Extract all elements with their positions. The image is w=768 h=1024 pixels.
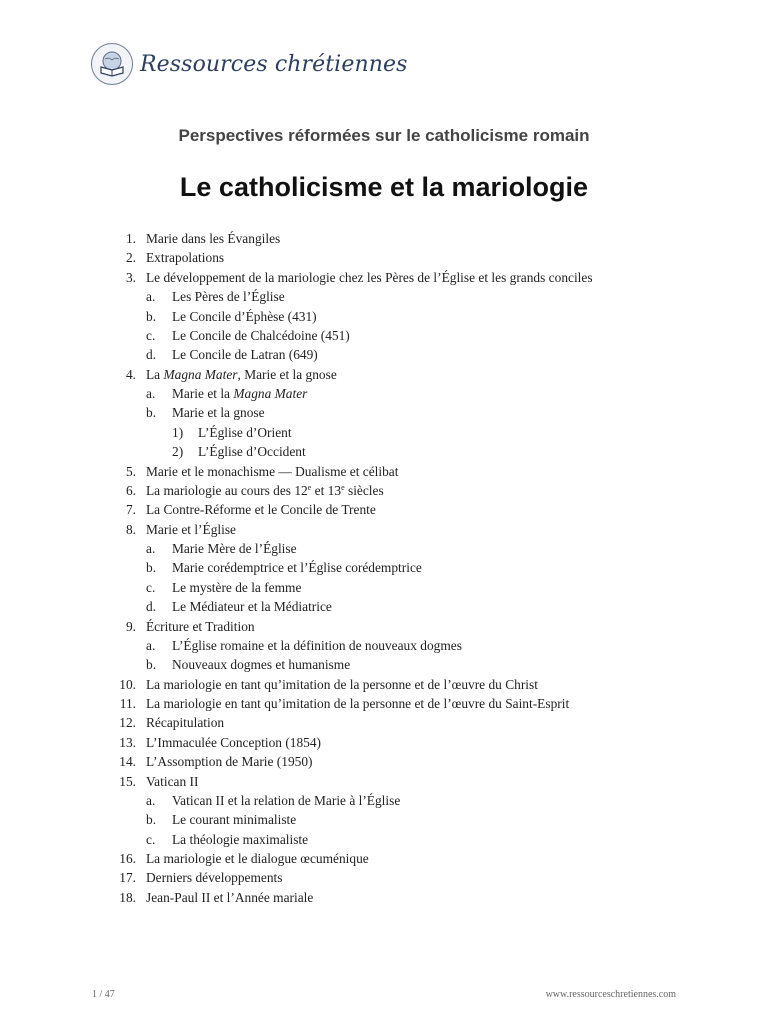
toc-item-number: b. bbox=[146, 405, 157, 421]
toc-item-number: 7. bbox=[125, 502, 136, 518]
site-logo[interactable] bbox=[91, 42, 408, 86]
toc-item bbox=[0, 888, 768, 907]
toc-item bbox=[0, 772, 768, 791]
toc-item-number: b. bbox=[146, 560, 157, 576]
toc-item-text bbox=[172, 384, 307, 403]
toc-item-text: Jean-Paul II et l’Année mariale bbox=[146, 889, 314, 905]
toc-item bbox=[0, 248, 768, 267]
toc-item-text: Extrapolations bbox=[146, 250, 225, 266]
toc-item-number: c. bbox=[146, 831, 156, 847]
toc-item-number: 13. bbox=[119, 734, 136, 750]
toc-item bbox=[0, 287, 768, 306]
toc-item bbox=[0, 403, 768, 422]
toc-item-number: 15. bbox=[119, 773, 136, 789]
toc-item-number: 5. bbox=[125, 463, 136, 479]
toc-item bbox=[0, 307, 768, 326]
toc-item-text: Marie et la gnose bbox=[172, 405, 265, 421]
toc-item bbox=[0, 345, 768, 364]
toc-item-number: 3. bbox=[125, 269, 136, 285]
toc-item-number: 11. bbox=[119, 696, 136, 711]
toc-item-text: L’Église romaine et la définition de nouveaux dogmes bbox=[172, 637, 462, 653]
toc-item-number: 18. bbox=[119, 889, 136, 905]
toc-item-number: 6. bbox=[125, 482, 136, 498]
toc-item-text: L’Assomption de Marie (1950) bbox=[146, 754, 313, 770]
text-run: et 13 bbox=[311, 482, 342, 498]
toc-item bbox=[0, 520, 768, 539]
toc-item-text bbox=[146, 365, 337, 384]
toc-item-number: 17. bbox=[119, 870, 136, 886]
text-run: La mariologie au cours des 12 bbox=[146, 482, 308, 498]
text-run: siècles bbox=[344, 482, 384, 498]
toc-item-number: 12. bbox=[119, 715, 136, 731]
toc-item bbox=[0, 442, 768, 461]
toc-item-text: Marie corédemptrice et l’Église corédemptrice bbox=[172, 560, 422, 576]
toc-item bbox=[0, 384, 768, 403]
toc-item-text: Le courant minimaliste bbox=[172, 812, 297, 828]
toc-item-text bbox=[146, 481, 384, 500]
toc-item-text: L’Immaculée Conception (1854) bbox=[146, 734, 322, 750]
toc-item-text: Récapitulation bbox=[146, 715, 225, 731]
open-book-globe-icon bbox=[91, 43, 133, 85]
toc-item bbox=[0, 578, 768, 597]
toc-item-text: Marie dans les Évangiles bbox=[146, 231, 281, 246]
toc-item bbox=[0, 752, 768, 771]
text-run: La bbox=[146, 366, 164, 382]
toc-item bbox=[0, 830, 768, 849]
toc-item bbox=[0, 713, 768, 732]
footer-url-link[interactable]: www.ressourceschretiennes.com bbox=[545, 989, 676, 1000]
toc-item-number: c. bbox=[146, 579, 156, 595]
text-run: Magna Mater bbox=[163, 366, 238, 382]
toc-item bbox=[0, 326, 768, 345]
toc-item-text: Écriture et Tradition bbox=[146, 618, 255, 634]
toc-item-number: 10. bbox=[119, 676, 136, 692]
toc-item-number: a. bbox=[146, 289, 156, 305]
toc-item-text: Vatican II et la relation de Marie à l’Église bbox=[172, 792, 401, 808]
toc-item bbox=[0, 268, 768, 287]
toc-item bbox=[0, 791, 768, 810]
page-title: Le catholicisme et la mariologie bbox=[179, 172, 589, 202]
toc-item bbox=[0, 462, 768, 481]
toc-item bbox=[0, 849, 768, 868]
text-run: Marie et la bbox=[172, 386, 234, 401]
toc-item-number: 1. bbox=[125, 231, 136, 246]
toc-item-number: 1) bbox=[172, 424, 184, 440]
toc-item bbox=[0, 481, 768, 500]
toc-item-text: L’Église d’Orient bbox=[198, 424, 292, 440]
toc-item-text: Marie et le monachisme — Dualisme et célibat bbox=[146, 463, 399, 479]
toc-item bbox=[0, 365, 768, 384]
toc-item bbox=[0, 558, 768, 577]
toc-item-text: Le développement de la mariologie chez les Pères de l’Église et les grands conciles bbox=[146, 269, 593, 285]
toc-item bbox=[0, 810, 768, 829]
toc-item-text: Le Médiateur et la Médiatrice bbox=[172, 599, 332, 615]
toc-item-text: Derniers développements bbox=[146, 870, 283, 886]
toc-item-number: 2) bbox=[172, 444, 184, 460]
toc-item-text: Nouveaux dogmes et humanisme bbox=[172, 657, 351, 673]
text-run: Magna Mater bbox=[233, 386, 308, 401]
toc-item-number: 8. bbox=[125, 521, 136, 537]
toc-item bbox=[0, 655, 768, 674]
toc-item-number: b. bbox=[146, 812, 157, 828]
toc-item bbox=[0, 229, 768, 248]
site-name: Ressources chrétiennes bbox=[140, 51, 408, 77]
toc-item-number: a. bbox=[146, 541, 156, 556]
toc-item-text: Le Concile de Latran (649) bbox=[172, 347, 318, 363]
toc-item-text: Le Concile d’Éphèse (431) bbox=[172, 308, 317, 324]
toc-item-text: Le Concile de Chalcédoine (451) bbox=[172, 327, 350, 343]
toc-item-number: c. bbox=[146, 327, 156, 343]
toc-item bbox=[0, 733, 768, 752]
toc-item-number: b. bbox=[146, 308, 157, 324]
series-subtitle: Perspectives réformées sur le catholicisme romain bbox=[178, 126, 590, 145]
toc-item-text: La théologie maximaliste bbox=[172, 831, 309, 847]
toc-item-number: 14. bbox=[119, 754, 136, 770]
toc-item-number: b. bbox=[146, 657, 157, 673]
page-number: 1 / 47 bbox=[92, 989, 115, 1000]
toc-item-number: d. bbox=[146, 347, 157, 363]
toc-item bbox=[0, 617, 768, 636]
toc-item bbox=[0, 694, 768, 713]
toc-item-text: Marie Mère de l’Église bbox=[172, 541, 297, 556]
toc-item bbox=[0, 500, 768, 519]
toc-item-text: La Contre-Réforme et le Concile de Trente bbox=[146, 502, 376, 518]
toc-item-number: 16. bbox=[119, 851, 136, 866]
toc-item bbox=[0, 423, 768, 442]
toc-item-text: La mariologie et le dialogue œcuménique bbox=[146, 851, 369, 866]
toc-item-number: a. bbox=[146, 792, 156, 808]
toc-item-text: L’Église d’Occident bbox=[198, 444, 306, 460]
toc-item bbox=[0, 675, 768, 694]
toc-item-text: Marie et l’Église bbox=[146, 521, 236, 537]
toc-item-text: Vatican II bbox=[146, 773, 199, 789]
toc-item-number: a. bbox=[146, 386, 156, 401]
superscript: e bbox=[341, 482, 345, 492]
toc-item bbox=[0, 597, 768, 616]
superscript: e bbox=[307, 482, 312, 492]
table-of-contents bbox=[0, 229, 768, 907]
toc-item bbox=[0, 636, 768, 655]
toc-item-text: La mariologie en tant qu’imitation de la personne et de l’œuvre du Saint-Esprit bbox=[146, 696, 570, 711]
toc-item-number: 2. bbox=[125, 250, 136, 266]
text-run: , Marie et la gnose bbox=[237, 366, 337, 382]
toc-item-text: Les Pères de l’Église bbox=[172, 289, 285, 305]
toc-item-text: La mariologie en tant qu’imitation de la personne et de l’œuvre du Christ bbox=[146, 676, 538, 692]
toc-item bbox=[0, 868, 768, 887]
toc-item-number: d. bbox=[146, 599, 157, 615]
toc-item bbox=[0, 539, 768, 558]
toc-item-number: 9. bbox=[125, 618, 136, 634]
toc-item-number: a. bbox=[146, 637, 156, 653]
toc-item-number: 4. bbox=[125, 366, 136, 382]
toc-item-text: Le mystère de la femme bbox=[172, 579, 302, 595]
